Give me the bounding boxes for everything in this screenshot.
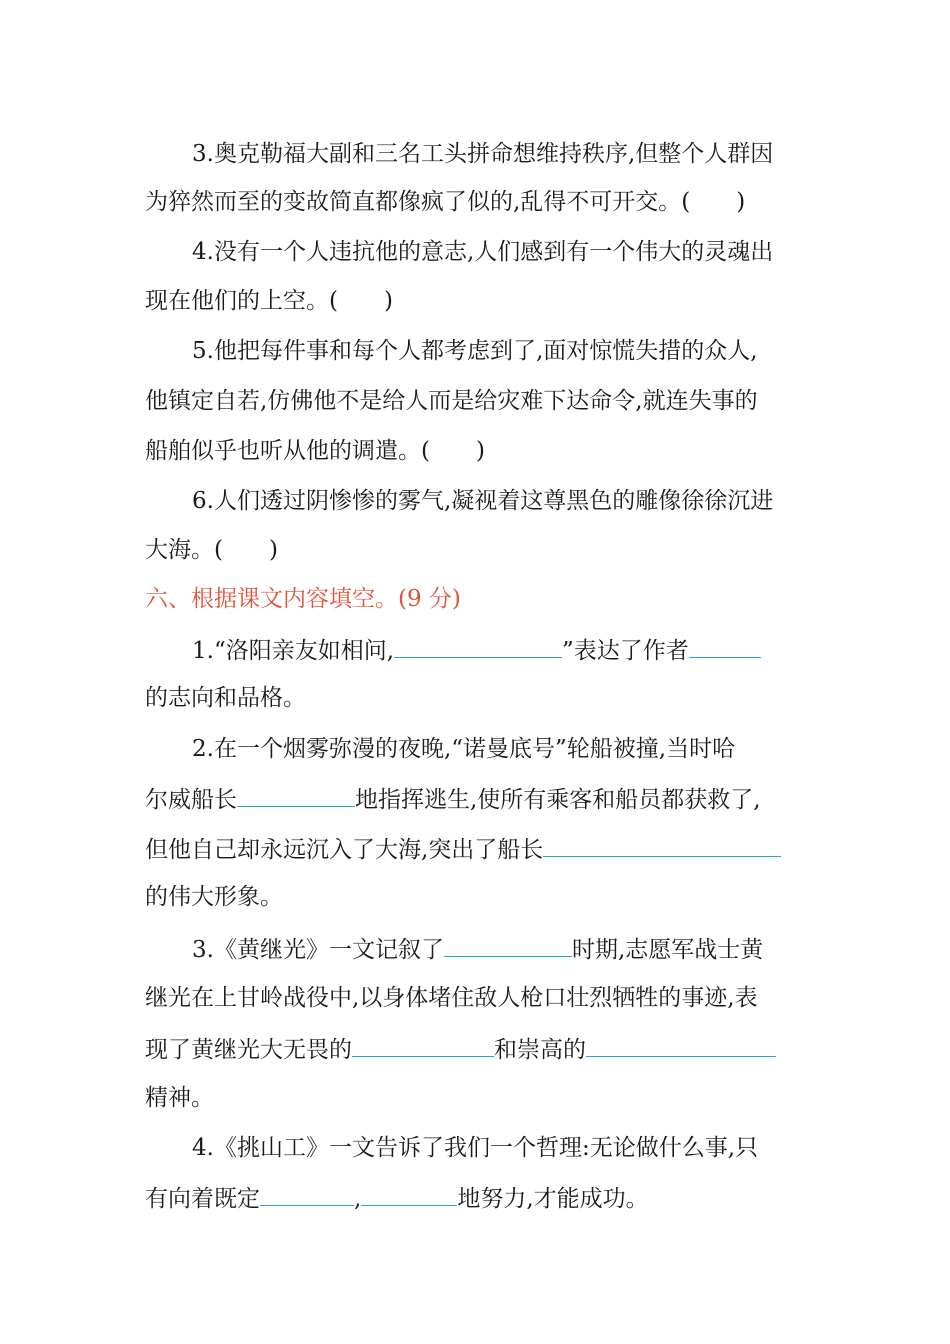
q6-3-line2: 继光在上甘岭战役中,以身体堵住敌人枪口壮烈牺牲的事迹,表 (145, 985, 758, 1011)
q6-1-line1: 1.“洛阳亲友如相问, ”表达了作者 (192, 634, 761, 666)
q6-2-line4: 的伟大形象。 (145, 884, 283, 910)
q6-4-line1: 4.《挑山工》一文告诉了我们一个哲理:无论做什么事,只 (192, 1135, 759, 1161)
fill-blank[interactable] (237, 783, 355, 807)
q5-5-line2: 他镇定自若,仿佛他不是给人而是给灾难下达命令,就连失事的 (145, 388, 758, 414)
q6-1-line2: 的志向和品格。 (145, 685, 306, 711)
q5-5-line1: 5.他把每件事和每个人都考虑到了,面对惊慌失措的众人, (192, 338, 758, 364)
q5-6-line2: 大海。( ) (145, 537, 278, 563)
fill-blank[interactable] (444, 933, 572, 957)
q5-3-line2: 为猝然而至的变故简直都像疯了似的,乱得不可开交。( ) (145, 189, 746, 215)
q5-4-line1: 4.没有一个人违抗他的意志,人们感到有一个伟大的灵魂出 (192, 239, 774, 265)
q6-2-line1: 2.在一个烟雾弥漫的夜晚,“诺曼底号”轮船被撞,当时哈 (192, 736, 736, 762)
q6-3-line3: 现了黄继光大无畏的 和崇高的 (145, 1033, 776, 1065)
q6-4-line2: 有向着既定 , 地努力,才能成功。 (145, 1182, 649, 1214)
q5-3-line1: 3.奥克勒福大副和三名工头拼命想维持秩序,但整个人群因 (192, 141, 774, 167)
q5-4-line2: 现在他们的上空。( ) (145, 288, 393, 314)
fill-blank[interactable] (543, 833, 781, 857)
q5-6-line1: 6.人们透过阴惨惨的雾气,凝视着这尊黑色的雕像徐徐沉进 (192, 488, 774, 514)
q5-5-line3: 船舶似乎也听从他的调遣。( ) (145, 438, 485, 464)
fill-blank[interactable] (689, 634, 761, 658)
fill-blank[interactable] (394, 634, 562, 658)
fill-blank[interactable] (586, 1033, 776, 1057)
q6-2-line2: 尔威船长 地指挥逃生,使所有乘客和船员都获救了, (145, 783, 761, 815)
q6-3-line4: 精神。 (145, 1085, 214, 1111)
q6-2-line3: 但他自己却永远沉入了大海,突出了船长 (145, 833, 781, 865)
section6-heading: 六、根据课文内容填空。(9 分) (145, 586, 461, 612)
fill-blank[interactable] (352, 1033, 494, 1057)
fill-blank[interactable] (361, 1182, 457, 1206)
q6-3-line1: 3.《黄继光》一文记叙了 时期,志愿军战士黄 (192, 933, 763, 965)
fill-blank[interactable] (260, 1182, 354, 1206)
